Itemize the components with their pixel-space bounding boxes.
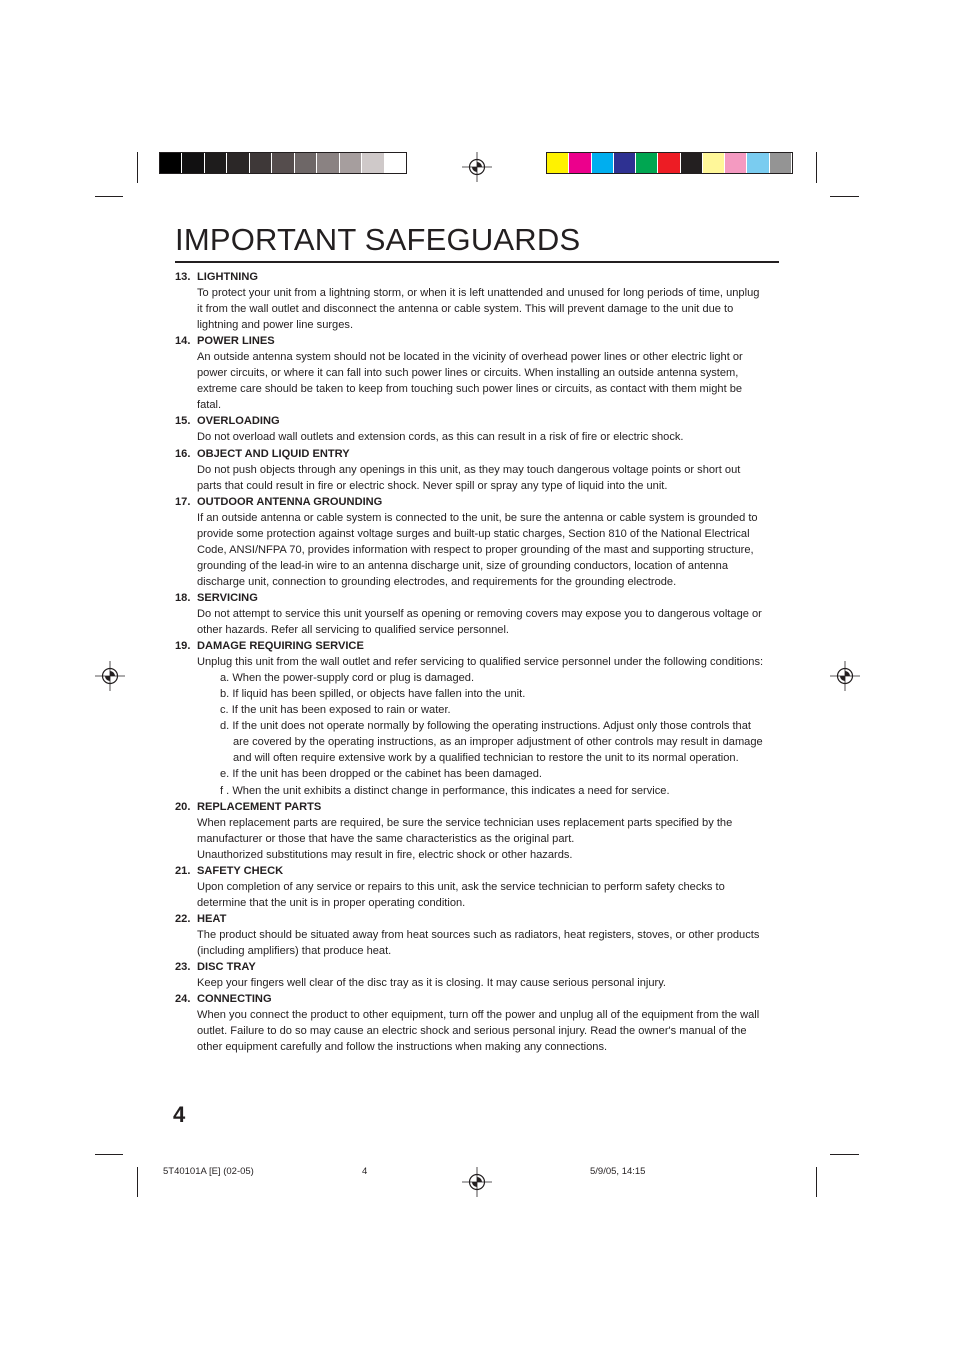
color-swatch <box>547 153 569 173</box>
crop-mark <box>95 1154 123 1155</box>
item-text: Unplug this unit from the wall outlet and refer servicing to qualified service personnel under the following conditions: <box>197 656 764 669</box>
item-heading <box>175 638 765 654</box>
gray-swatch <box>227 153 249 173</box>
color-swatch <box>681 153 703 173</box>
page-title: IMPORTANT SAFEGUARDS <box>175 222 581 257</box>
safeguard-item <box>175 333 765 413</box>
crop-mark <box>830 196 859 197</box>
gray-swatch <box>205 153 227 173</box>
color-swatch <box>770 153 792 173</box>
safeguard-item <box>175 911 765 959</box>
item-number: 20. <box>175 800 191 813</box>
safeguard-item <box>175 638 765 798</box>
condition-item: d. If the unit does not operate normally by following the operating instructions. Adjust only those controls that are covered by the operating instructions, as an improper adjustment of other controls may result in damage and will often require extensive work by a qualified technician to restore the unit to its normal operation. <box>220 720 763 765</box>
safeguard-item <box>175 799 765 863</box>
safeguard-item <box>175 959 765 991</box>
condition-item: f . When the unit exhibits a distinct change in performance, this indicates a need for service. <box>220 784 670 797</box>
gray-swatch <box>362 153 384 173</box>
condition-item: b. If liquid has been spilled, or objects have fallen into the unit. <box>220 688 526 701</box>
item-heading <box>175 446 765 462</box>
item-title: REPLACEMENT PARTS <box>197 800 322 813</box>
item-text: Unauthorized substitutions may result in fire, electric shock or other hazards. <box>197 848 573 861</box>
item-number: 13. <box>175 271 191 283</box>
item-text: Do not push objects through any openings in this unit, as they may touch dangerous voltage points or short out parts that could result in fire or electric shock. Never spill or spray any type of liquid into the unit. <box>197 463 741 492</box>
page-number: 4 <box>173 1102 186 1127</box>
item-text: An outside antenna system should not be located in the vicinity of overhead power lines or other electric light or power circuits, or where it can fall into such power lines or circuits. When installing an outside antenna system, extreme care should be taken to keep from touching such power lines or circuits, as contact with them might be fatal. <box>197 351 743 412</box>
item-title: DISC TRAY <box>197 961 256 974</box>
gray-swatch <box>295 153 317 173</box>
safeguard-item <box>175 446 765 494</box>
item-text: When you connect the product to other equipment, turn off the power and unplug all of the equipment from the wall outlet. Failure to do so may cause an electric shock and serious personal injury. Read the owner's manual of the other equipment carefully and follow the instructions when making any connections. <box>197 1009 760 1054</box>
item-heading <box>175 333 765 349</box>
crop-mark <box>137 1167 138 1197</box>
item-heading <box>175 959 765 975</box>
process-color-bar <box>546 152 793 174</box>
item-title: DAMAGE REQUIRING SERVICE <box>197 640 364 653</box>
item-heading <box>175 863 765 879</box>
item-title: OBJECT AND LIQUID ENTRY <box>197 447 350 460</box>
registration-mark-icon <box>462 1167 492 1197</box>
safeguard-item <box>175 269 765 333</box>
color-swatch <box>614 153 636 173</box>
safeguard-item <box>175 494 765 590</box>
color-swatch <box>747 153 769 173</box>
crop-mark <box>816 1167 817 1197</box>
item-number: 24. <box>175 993 191 1006</box>
gray-swatch <box>272 153 294 173</box>
item-text: Upon completion of any service or repairs to this unit, ask the service technician to perform safety checks to determine that the unit is in proper operating condition. <box>197 880 725 909</box>
registration-mark-icon <box>830 661 860 691</box>
item-number: 22. <box>175 912 191 925</box>
item-heading <box>175 991 765 1007</box>
condition-item: a. When the power-supply cord or plug is damaged. <box>220 672 475 685</box>
gray-swatch <box>182 153 204 173</box>
item-number: 14. <box>175 335 191 348</box>
item-title: SERVICING <box>197 591 258 604</box>
crop-mark <box>830 1154 859 1155</box>
title-underline <box>175 261 779 263</box>
color-swatch <box>703 153 725 173</box>
safeguard-item <box>175 863 765 911</box>
item-number: 16. <box>175 447 191 460</box>
item-heading <box>175 269 765 285</box>
crop-mark <box>816 152 817 183</box>
gray-swatch <box>340 153 362 173</box>
item-heading <box>175 799 765 815</box>
item-heading <box>175 413 765 429</box>
color-swatch <box>569 153 591 173</box>
color-swatch <box>725 153 747 173</box>
item-title: OUTDOOR ANTENNA GROUNDING <box>197 495 383 508</box>
item-text: When replacement parts are required, be sure the service technician uses replacement parts specified by the manufacturer or those that have the same characteristics as the original part. <box>197 816 733 845</box>
safeguard-item <box>175 991 765 1055</box>
item-title: SAFETY CHECK <box>197 864 284 877</box>
registration-mark-icon <box>462 152 492 182</box>
item-number: 21. <box>175 864 191 877</box>
safeguard-item <box>175 590 765 638</box>
item-text: Do not overload wall outlets and extension cords, as this can result in a risk of fire or electric shock. <box>197 431 684 444</box>
item-title: LIGHTNING <box>197 271 259 283</box>
gray-swatch <box>250 153 272 173</box>
item-number: 18. <box>175 591 191 604</box>
footer-timestamp: 5/9/05, 14:15 <box>590 1166 646 1177</box>
crop-mark <box>137 152 138 183</box>
color-swatch <box>658 153 680 173</box>
gray-swatch <box>317 153 339 173</box>
item-heading <box>175 494 765 510</box>
item-title: OVERLOADING <box>197 415 280 428</box>
item-title: POWER LINES <box>197 335 275 348</box>
color-swatch <box>592 153 614 173</box>
safeguards-list <box>175 269 765 1055</box>
item-text: To protect your unit from a lightning storm, or when it is left unattended and unused for long periods of time, unplug it from the wall outlet and disconnect the antenna or cable system. This will prevent damage to the unit due to lightning and power line surges. <box>197 287 760 332</box>
item-number: 15. <box>175 415 191 428</box>
item-title: HEAT <box>197 912 227 925</box>
condition-item: c. If the unit has been exposed to rain or water. <box>220 704 451 717</box>
item-title: CONNECTING <box>197 993 272 1006</box>
gray-swatch <box>160 153 182 173</box>
item-number: 19. <box>175 640 191 653</box>
condition-item: e. If the unit has been dropped or the cabinet has been damaged. <box>220 768 542 781</box>
item-heading <box>175 590 765 606</box>
item-text: The product should be situated away from heat sources such as radiators, heat registers, stoves, or other products (including amplifiers) that produce heat. <box>197 928 760 957</box>
color-swatch <box>636 153 658 173</box>
footer-job-code: 5T40101A [E] (02-05) <box>163 1166 254 1177</box>
registration-mark-icon <box>95 661 125 691</box>
grayscale-color-bar <box>159 152 407 174</box>
item-text: If an outside antenna or cable system is connected to the unit, be sure the antenna or cable system is grounded to provide some protection against voltage surges and built-up static charges, Section 810 of the National Electrical Code, ANSI/NFPA 70, provides information with respect to proper grounding of the mast and supporting structure, grounding of the lead-in wire to an antenna discharge unit, size of grounding conductors, location of antenna discharge unit, connection to grounding electrodes, and requirements for the grounding electrode. <box>197 511 758 588</box>
safeguard-item <box>175 413 765 445</box>
item-heading <box>175 911 765 927</box>
gray-swatch <box>385 153 406 173</box>
item-text: Keep your fingers well clear of the disc tray as it is closing. It may cause serious personal injury. <box>197 977 667 990</box>
item-number: 17. <box>175 495 191 508</box>
crop-mark <box>95 196 123 197</box>
item-text: Do not attempt to service this unit yourself as opening or removing covers may expose you to dangerous voltage or other hazards. Refer all servicing to qualified service personnel. <box>197 607 762 637</box>
item-number: 23. <box>175 961 191 974</box>
footer-page: 4 <box>362 1166 368 1177</box>
